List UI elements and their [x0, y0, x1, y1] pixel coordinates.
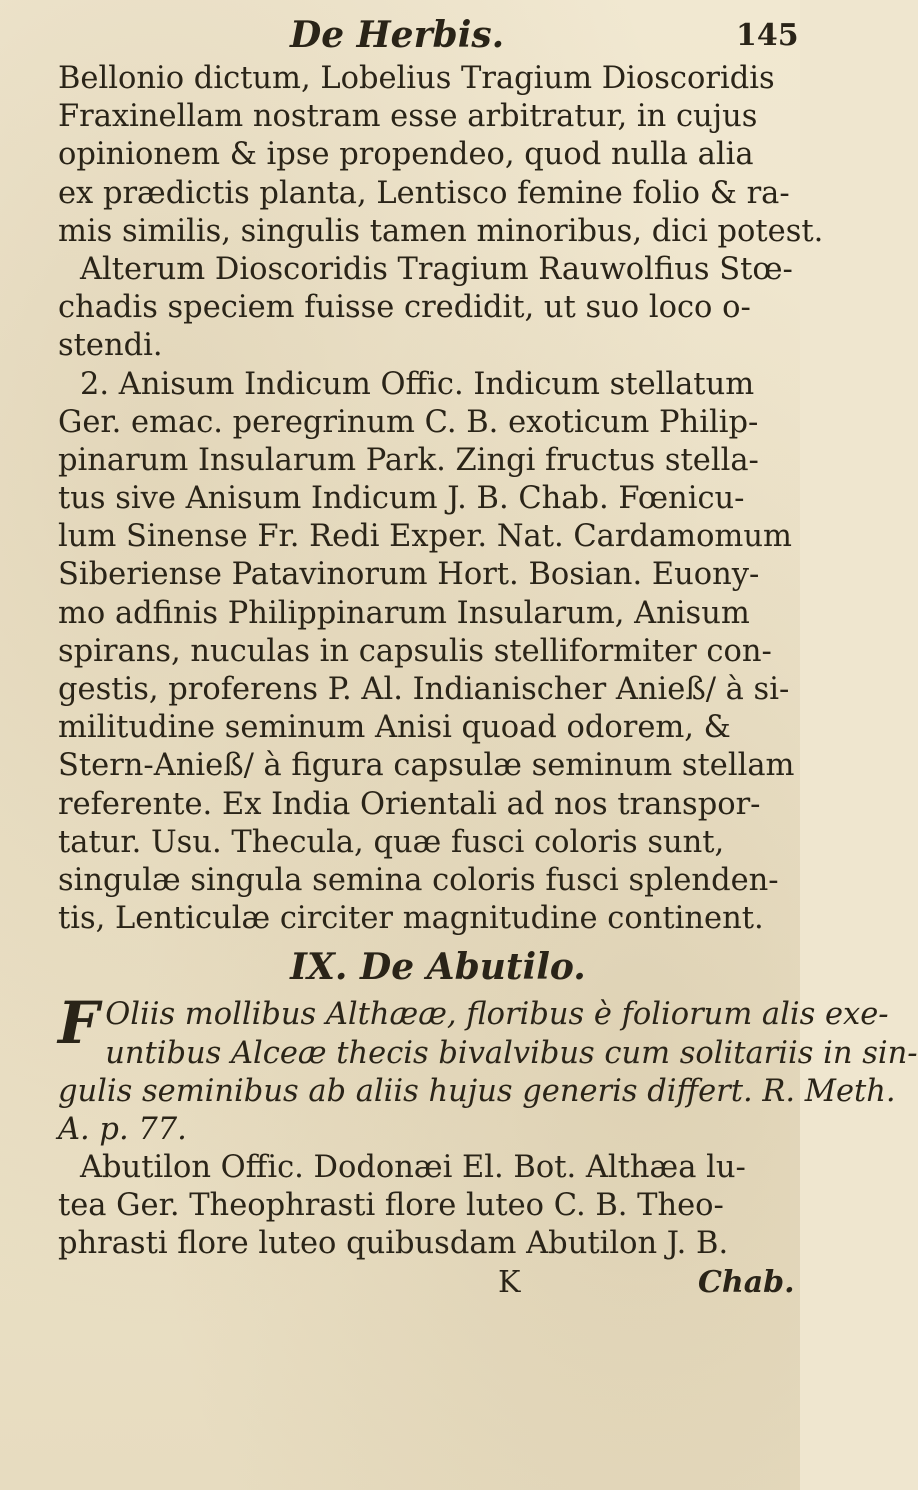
text-line: stendi.: [58, 328, 163, 364]
body-text: [58, 60, 918, 1302]
text-line: Abutilon Offic. Dodonæi El. Bot. Althæa lu-: [80, 1150, 746, 1186]
text-line: gulis seminibus ab aliis hujus generis differt. R. Meth.: [58, 1073, 896, 1109]
text-line: Ger. emac. peregrinum C. B. exoticum Philip-: [58, 404, 759, 440]
text-line: tatur. Usu. Thecula, quæ fusci coloris sunt,: [58, 824, 725, 860]
signature-mark: K: [498, 1264, 521, 1300]
running-title: De Herbis.: [290, 14, 505, 56]
text-line: Siberiense Patavinorum Hort. Bosian. Euony-: [58, 557, 760, 593]
text-line: tis, Lenticulæ circiter magnitudine continent.: [58, 901, 764, 937]
text-line: Stern-Anieß/ à figura capsulæ seminum stellam: [58, 748, 795, 784]
text-line: gestis, proferens P. Al. Indianischer Anieß/ à si-: [58, 672, 790, 707]
text-line: spirans, nuculas in capsulis stelliformiter con-: [58, 633, 772, 669]
text-line: opinionem & ipse propendeo, quod nulla alia: [58, 137, 754, 173]
text-line: ex prædictis planta, Lentisco femine folio & ra-: [58, 175, 790, 211]
text-line: militudine seminum Anisi quoad odorem, &: [58, 710, 731, 746]
running-head: [0, 14, 800, 54]
paragraph-abutilon: [58, 1149, 778, 1264]
paragraph-3: [58, 366, 795, 939]
page-number: 145: [736, 18, 799, 53]
page-footer: [58, 1264, 795, 1302]
text-line: tus sive Anisum Indicum J. B. Chab. Fœnicu-: [58, 481, 745, 517]
genus-description: [58, 989, 918, 1149]
text-line: Fraxinellam nostram esse arbitratur, in cujus: [58, 99, 758, 135]
text-line: pinarum Insularum Park. Zingi fructus stella-: [58, 442, 759, 478]
paragraph-1: [58, 60, 824, 251]
text-line: untibus Alceæ thecis bivalvibus cum solitariis in sin-: [105, 1035, 918, 1071]
text-line: Bellonio dictum, Lobelius Tragium Dioscoridis: [58, 61, 775, 96]
text-line: mo adfinis Philippinarum Insularum, Anisum: [58, 595, 750, 631]
text-line: A. p. 77.: [58, 1111, 187, 1147]
text-line: singulæ singula semina coloris fusci splenden-: [58, 862, 779, 898]
text-line: 2. Anisum Indicum Offic. Indicum stellatum: [80, 366, 755, 402]
text-line: tea Ger. Theophrasti flore luteo C. B. Theo-: [58, 1188, 724, 1224]
text-line: Alterum Dioscoridis Tragium Rauwolfius Stœ-: [80, 251, 793, 287]
section-heading: IX. De Abutilo.: [290, 946, 586, 989]
paragraph-2: [58, 251, 793, 366]
catchword: Chab.: [698, 1264, 795, 1300]
text-line: Oliis mollibus Althææ, floribus è foliorum alis exe-: [105, 997, 889, 1033]
text-line: referente. Ex India Orientali ad nos transpor-: [58, 786, 761, 822]
drop-cap: F: [58, 989, 100, 1058]
text-line: mis similis, singulis tamen minoribus, dici potest.: [58, 213, 824, 249]
text-line: lum Sinense Fr. Redi Exper. Nat. Cardamomum: [58, 519, 792, 555]
text-line: chadis speciem fuisse credidit, ut suo loco o-: [58, 290, 751, 326]
text-line: phrasti flore luteo quibusdam Abutilon J. B.: [58, 1226, 729, 1262]
